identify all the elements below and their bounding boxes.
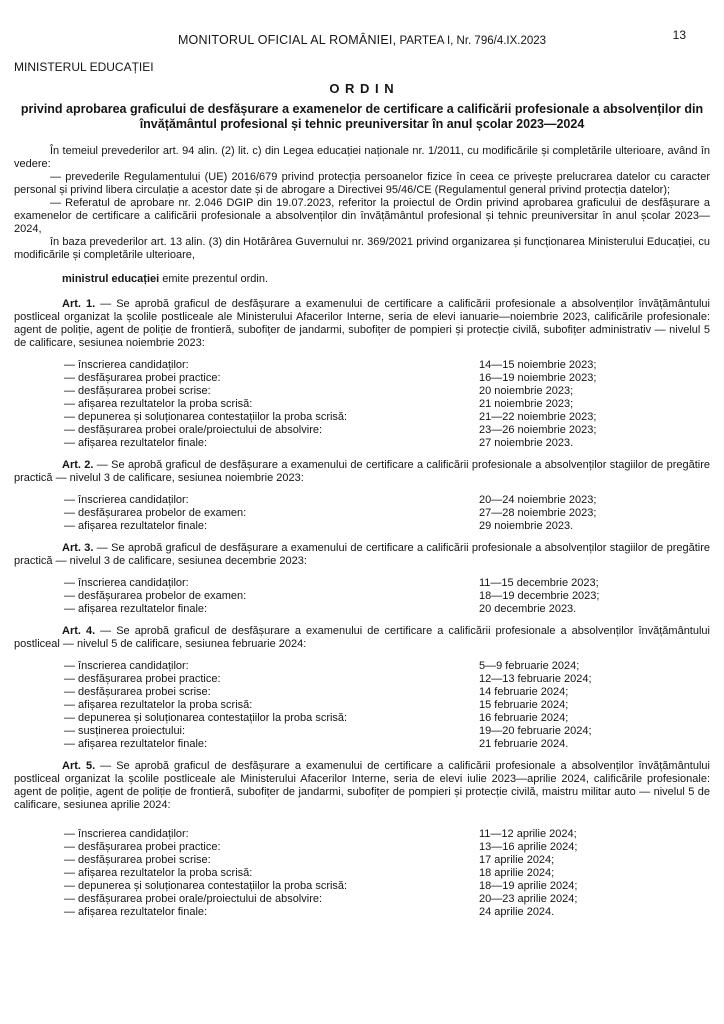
enacting-rest: emite prezentul ordin. [159, 273, 269, 285]
article-schedule [14, 660, 710, 751]
schedule-row [14, 359, 710, 372]
schedule-row [14, 437, 710, 450]
schedule-row [14, 686, 710, 699]
schedule-date: 20 noiembrie 2023; [479, 385, 574, 397]
schedule-date: 24 aprilie 2024. [479, 906, 555, 918]
schedule-date: 14 februarie 2024; [479, 686, 569, 698]
journal-title: MONITORUL OFICIAL AL ROMÂNIEI, [177, 33, 397, 47]
article-schedule [14, 577, 710, 616]
article-intro [14, 760, 710, 812]
article-schedule [14, 828, 710, 919]
schedule-date: 19—20 februarie 2024; [479, 725, 592, 737]
article [14, 542, 710, 616]
schedule-row [14, 880, 710, 893]
schedule-row [14, 893, 710, 906]
preamble-paragraph: — prevederile Regulamentului (UE) 2016/679 privind protecția persoanelor fizice în ceea ce privește prelucrarea datelor cu caracter personal și privind libera circulație a acestor date și de abrogare a Directivei 95/46/CE (Regulamentul general privind protecția datelor); [14, 171, 710, 196]
page-header [14, 28, 710, 48]
article-number: Art. 2. [62, 459, 94, 471]
schedule-label: — afișarea rezultatelor finale: [64, 520, 208, 532]
schedule-label: — depunerea și soluționarea contestațiilor la proba scrisă: [64, 411, 348, 423]
schedule-label: — desfășurarea probei scrise: [64, 385, 211, 397]
schedule-date: 12—13 februarie 2024; [479, 673, 592, 685]
schedule-label: — înscrierea candidaților: [64, 494, 189, 506]
page-number: 13 [672, 28, 686, 42]
order-title: O R D I N [329, 81, 395, 96]
schedule-date: 20—23 aprilie 2024; [479, 893, 578, 905]
schedule-row [14, 725, 710, 738]
schedule-row [14, 372, 710, 385]
article-number: Art. 5. [62, 760, 96, 772]
enacting-subject: ministrul educației [62, 273, 160, 285]
article-intro [14, 459, 710, 485]
schedule-row [14, 424, 710, 437]
schedule-label: — afișarea rezultatelor la proba scrisă: [64, 699, 253, 711]
article-intro [14, 625, 710, 651]
schedule-label: — înscrierea candidaților: [64, 577, 189, 589]
schedule-date: 20—24 noiembrie 2023; [479, 494, 597, 506]
schedule-label: — afișarea rezultatelor la proba scrisă: [64, 867, 253, 879]
schedule-row [14, 712, 710, 725]
article [14, 459, 710, 533]
schedule-row [14, 398, 710, 411]
schedule-row [14, 577, 710, 590]
schedule-row [14, 867, 710, 880]
schedule-date: 21 februarie 2024. [479, 738, 569, 750]
schedule-row [14, 738, 710, 751]
schedule-row [14, 520, 710, 533]
schedule-row [14, 906, 710, 919]
schedule-row [14, 854, 710, 867]
schedule-label: — susținerea proiectului: [64, 725, 186, 737]
preamble-paragraph: în baza prevederilor art. 13 alin. (3) din Hotărârea Guvernului nr. 369/2021 privind organizarea și funcționarea Ministerului Educației, cu modificările și completările ulterioare, [14, 236, 710, 261]
schedule-date: 13—16 aprilie 2024; [479, 841, 578, 853]
schedule-date: 17 aprilie 2024; [479, 854, 555, 866]
schedule-label: — desfășurarea probei practice: [64, 673, 221, 685]
enacting-clause [14, 273, 710, 286]
schedule-date: 23—26 noiembrie 2023; [479, 424, 597, 436]
schedule-date: 21 noiembrie 2023; [479, 398, 574, 410]
article-number: Art. 1. [62, 298, 96, 310]
schedule-label: — desfășurarea probei practice: [64, 372, 221, 384]
article-text: — Se aprobă graficul de desfășurare a examenului de certificare a calificării profesionale a absolvenților învățământului postliceal organizat la școlile postliceale ale Ministerului Afacerilor Interne, seria de elevi iulie 2023—aprilie 2024, calificările profesionale: agent de poliție, agent de poliție de frontieră, subofițer de jandarmi, subofițer de pompieri și protecție civilă, maistru militar auto — nivelul 5 de calificare, sesiunea aprilie 2024: [14, 760, 710, 811]
schedule-row [14, 673, 710, 686]
schedule-label: — desfășurarea probei scrise: [64, 854, 211, 866]
journal-issue: PARTEA I, Nr. 796/4.IX.2023 [396, 35, 547, 47]
article [14, 760, 710, 919]
article [14, 625, 710, 751]
schedule-row [14, 411, 710, 424]
ministry-name: MINISTERUL EDUCAȚIEI [14, 60, 154, 74]
schedule-date: 14—15 noiembrie 2023; [479, 359, 597, 371]
schedule-label: — depunerea și soluționarea contestațiilor la proba scrisă: [64, 880, 348, 892]
schedule-date: 15 februarie 2024; [479, 699, 569, 711]
schedule-label: — afișarea rezultatelor finale: [64, 603, 208, 615]
schedule-label: — înscrierea candidaților: [64, 660, 189, 672]
schedule-date: 18 aprilie 2024; [479, 867, 555, 879]
schedule-label: — înscrierea candidaților: [64, 359, 189, 371]
schedule-label: — înscrierea candidaților: [64, 828, 189, 840]
article-text: — Se aprobă graficul de desfășurare a examenului de certificare a calificării profesionale a absolvenților învățământului postliceal organizat la școlile postliceale ale Ministerului Afacerilor Interne, seria de elevi ianuarie—noiembrie 2023, calificările profesionale: agent de poliție, agent de poliție de frontieră, subofițer de jandarmi, subofițer de pompieri și protecție civilă, subofițer administrativ — nivelul 5 de calificare, sesiunea noiembrie 2023: [14, 298, 710, 349]
schedule-label: — desfășurarea probei practice: [64, 841, 221, 853]
schedule-row [14, 660, 710, 673]
schedule-date: 11—15 decembrie 2023; [479, 577, 599, 589]
schedule-date: 21—22 noiembrie 2023; [479, 411, 597, 423]
schedule-row [14, 841, 710, 854]
article-schedule [14, 359, 710, 450]
article-intro [14, 298, 710, 350]
schedule-row [14, 590, 710, 603]
article-number: Art. 4. [62, 625, 96, 637]
schedule-label: — afișarea rezultatelor finale: [64, 437, 208, 449]
schedule-date: 20 decembrie 2023. [479, 603, 577, 615]
schedule-date: 5—9 februarie 2024; [479, 660, 580, 672]
schedule-label: — depunerea și soluționarea contestațiilor la proba scrisă: [64, 712, 348, 724]
schedule-date: 27—28 noiembrie 2023; [479, 507, 597, 519]
preamble-paragraph: În temeiul prevederilor art. 94 alin. (2) lit. c) din Legea educației naționale nr. 1/2011, cu modificările și completările ulterioare, având în vedere: [14, 145, 710, 170]
article-text: — Se aprobă graficul de desfășurare a examenului de certificare a calificării profesionale a absolvenților stagiilor de pregătire practică — nivelul 3 de calificare, sesiunea decembrie 2023: [14, 542, 710, 567]
article-text: — Se aprobă graficul de desfășurare a examenului de certificare a calificării profesionale a absolvenților stagiilor de pregătire practică — nivelul 3 de calificare, sesiunea noiembrie 2023: [14, 459, 710, 484]
schedule-row [14, 699, 710, 712]
schedule-date: 18—19 aprilie 2024; [479, 880, 578, 892]
schedule-row [14, 385, 710, 398]
order-subtitle: privind aprobarea graficului de desfășurare a examenelor de certificare a calificării profesionale a absolvenților din învățământul profesional și tehnic preuniversitar în anul școlar 2023—2024 [20, 102, 704, 131]
schedule-date: 18—19 decembrie 2023; [479, 590, 600, 602]
article-intro [14, 542, 710, 568]
articles [14, 298, 710, 919]
schedule-label: — afișarea rezultatelor finale: [64, 906, 208, 918]
schedule-date: 16 februarie 2024; [479, 712, 569, 724]
schedule-label: — desfășurarea probei orale/proiectului de absolvire: [64, 424, 323, 436]
schedule-label: — afișarea rezultatelor la proba scrisă: [64, 398, 253, 410]
schedule-label: — afișarea rezultatelor finale: [64, 738, 208, 750]
schedule-date: 16—19 noiembrie 2023; [479, 372, 597, 384]
schedule-date: 27 noiembrie 2023. [479, 437, 574, 449]
schedule-label: — desfășurarea probelor de examen: [64, 507, 247, 519]
schedule-row [14, 828, 710, 841]
schedule-row [14, 494, 710, 507]
article-text: — Se aprobă graficul de desfășurare a examenului de certificare a calificării profesionale a absolvenților învățământului postliceal — nivelul 5 de calificare, sesiunea februarie 2024: [14, 625, 710, 650]
article-schedule [14, 494, 710, 533]
schedule-date: 11—12 aprilie 2024; [479, 828, 577, 840]
preamble-paragraph: — Referatul de aprobare nr. 2.046 DGIP din 19.07.2023, referitor la proiectul de Ordin privind aprobarea graficului de desfășurare a examenelor de certificare a calificării profesionale a absolvenților din învățământul profesional și tehnic preuniversitar în anul școlar 2023—2024, [14, 197, 710, 235]
schedule-row [14, 507, 710, 520]
article [14, 298, 710, 450]
schedule-label: — desfășurarea probei orale/proiectului de absolvire: [64, 893, 323, 905]
preamble [14, 145, 710, 262]
schedule-row [14, 603, 710, 616]
article-number: Art. 3. [62, 542, 94, 554]
schedule-date: 29 noiembrie 2023. [479, 520, 574, 532]
schedule-label: — desfășurarea probelor de examen: [64, 590, 247, 602]
schedule-label: — desfășurarea probei scrise: [64, 686, 211, 698]
